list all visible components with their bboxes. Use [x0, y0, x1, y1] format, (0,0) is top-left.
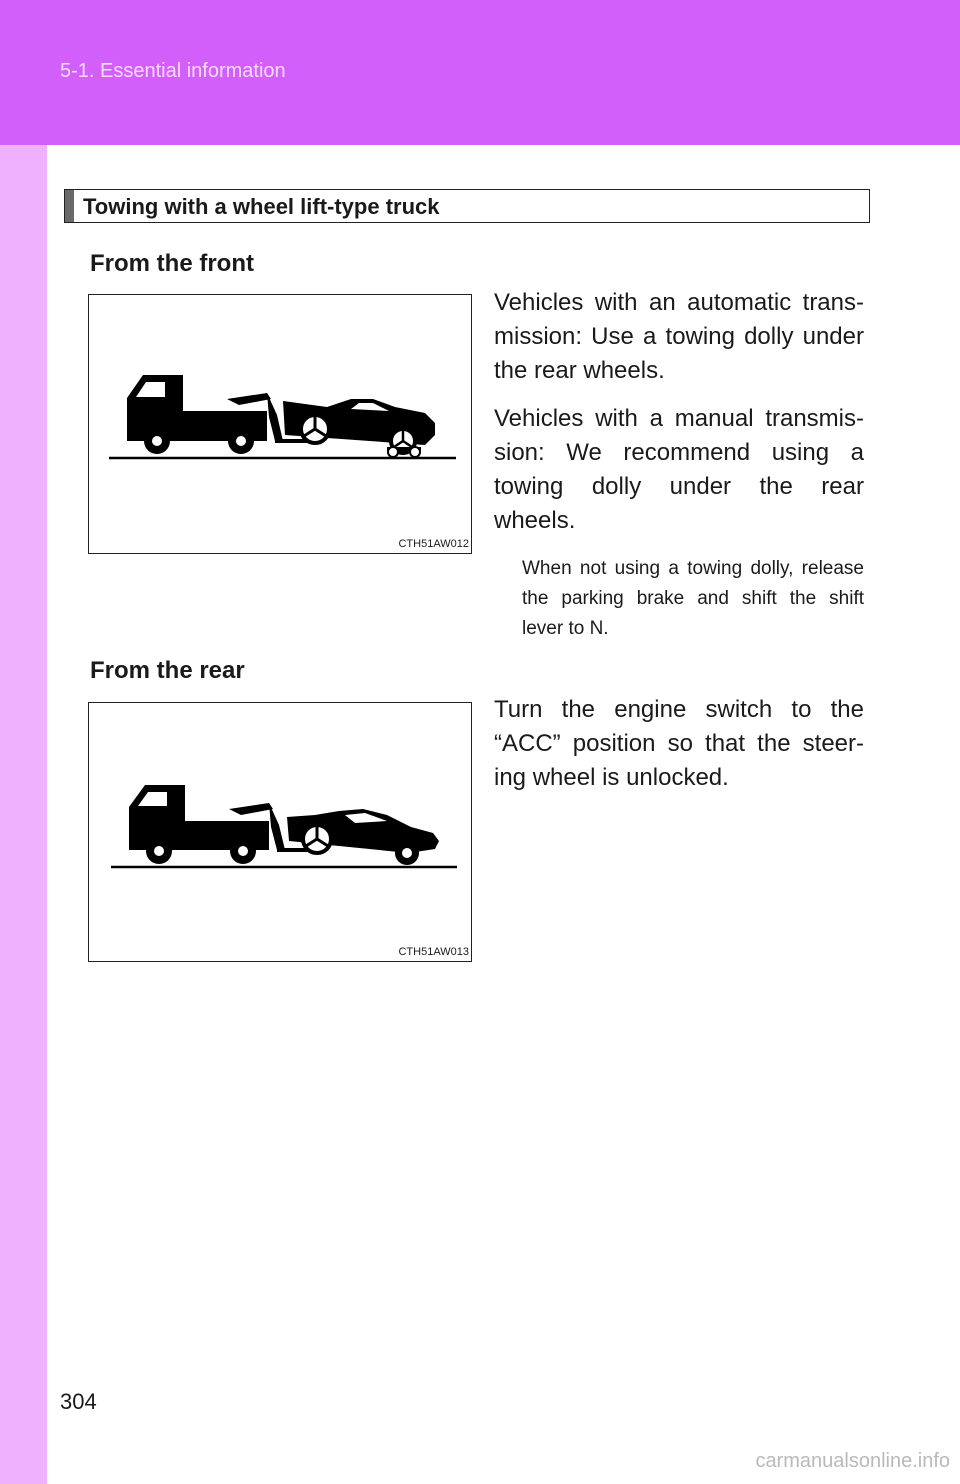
tow-truck-front-illustration	[89, 295, 473, 555]
watermark: carmanualsonline.info	[755, 1450, 950, 1472]
front-tow-figure	[88, 294, 472, 554]
rear-paragraph: Turn the engine switch to the “ACC” position so that the steer-ing wheel is unlocked.	[494, 696, 864, 791]
front-heading: From the front	[90, 250, 254, 277]
section-title: Towing with a wheel lift-type truck	[83, 194, 440, 219]
section-title-box	[64, 189, 870, 223]
section-title-bar	[65, 190, 74, 222]
front-paragraph-manual: Vehicles with a manual transmis-sion: We recommend using a towing dolly under the rear wheels.	[494, 405, 864, 534]
page-number: 304	[60, 1389, 97, 1414]
front-figure-code: CTH51AW012	[398, 538, 469, 550]
rear-heading: From the rear	[90, 657, 245, 684]
front-paragraph-automatic: Vehicles with an automatic trans-mission: Use a towing dolly under the rear wheels.	[494, 289, 864, 384]
rear-figure-code: CTH51AW013	[398, 946, 469, 958]
rear-tow-figure	[88, 702, 472, 962]
tow-truck-rear-illustration	[89, 703, 473, 963]
section-breadcrumb: 5-1. Essential information	[60, 60, 286, 82]
side-band	[0, 145, 47, 1484]
front-note: When not using a towing dolly, release the parking brake and shift the shift lever to N.	[522, 558, 864, 639]
